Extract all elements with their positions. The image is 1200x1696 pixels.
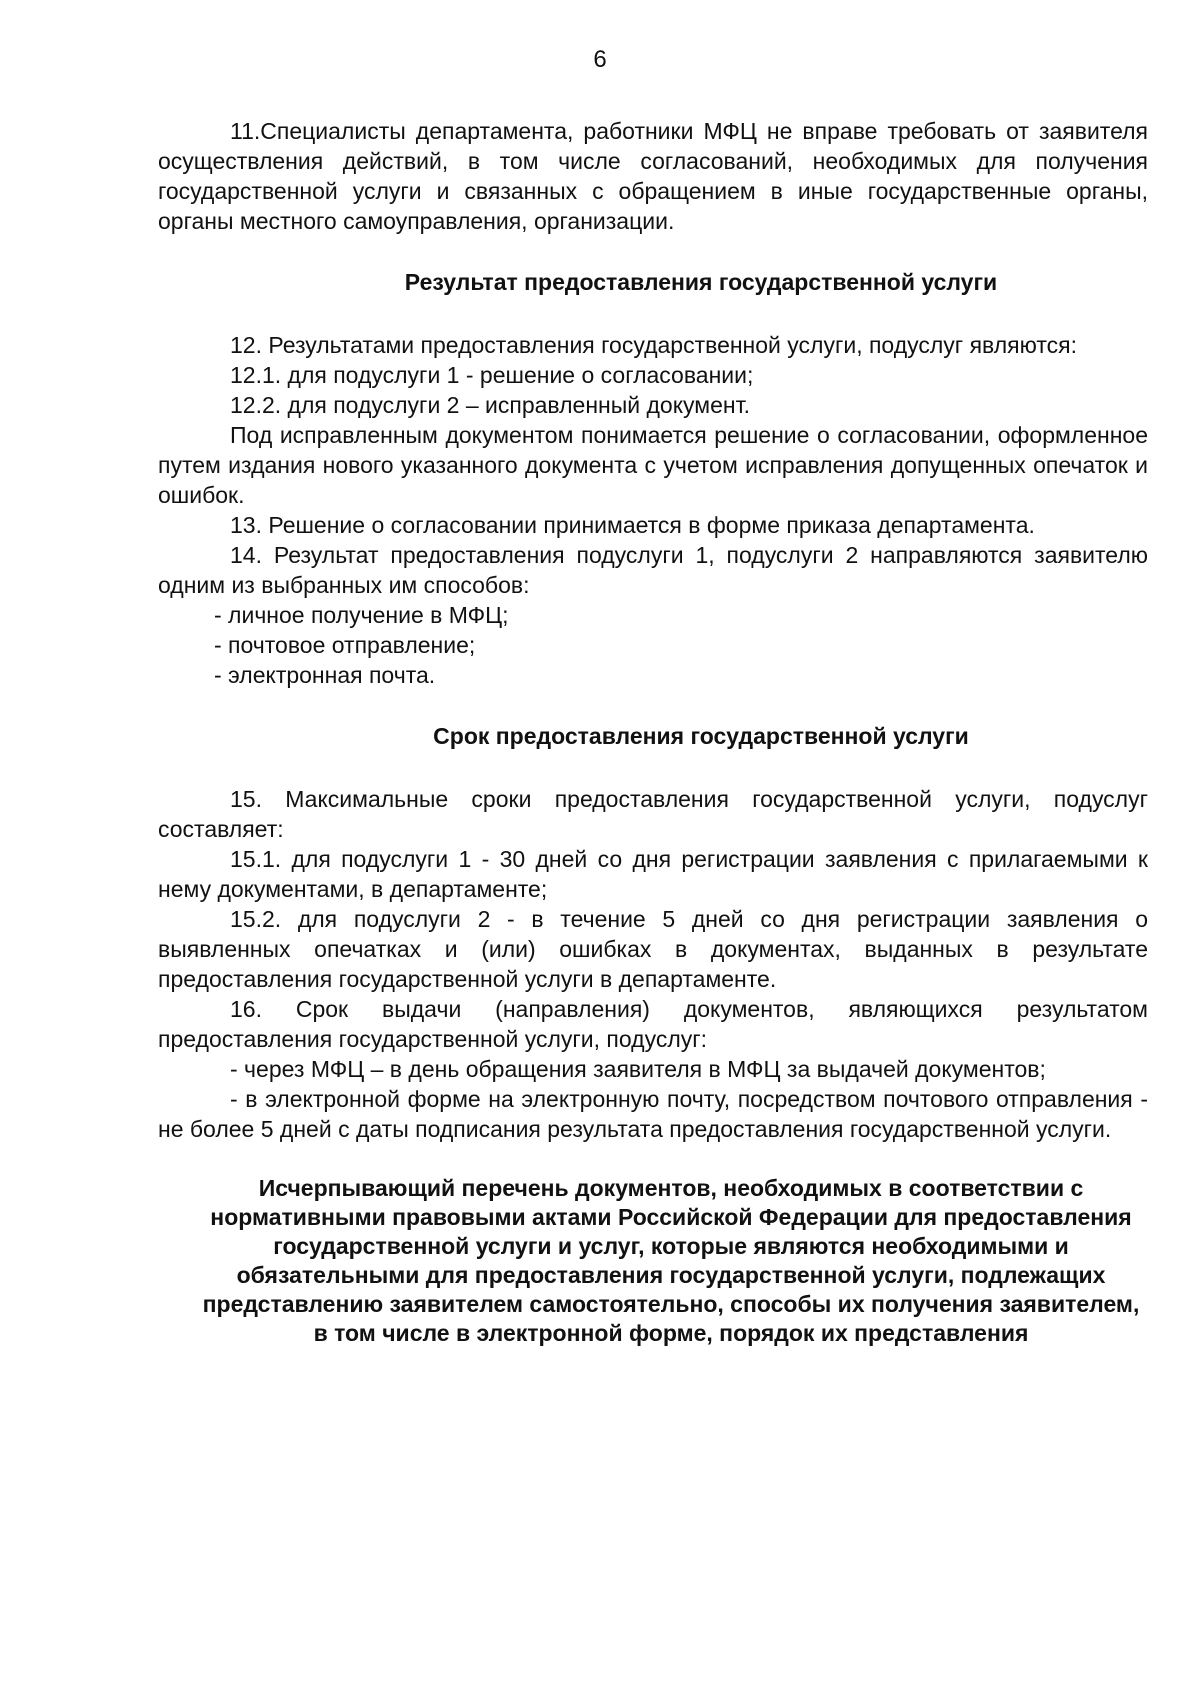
document-body (158, 116, 1148, 1348)
paragraph-12-1: 12.1. для подуслуги 1 - решение о согласовании; (230, 362, 754, 388)
paragraph-14: 14. Результат предоставления подуслуги 1, подуслуги 2 направляются заявителю одним из выбранных им способов: (158, 542, 1148, 598)
paragraph-16: 16. Срок выдачи (направления) документов, являющихся результатом предоставления государственной услуги, подуслуг: (158, 996, 1148, 1052)
paragraph-12-2: 12.2. для подуслуги 2 – исправленный документ. (230, 392, 750, 418)
paragraph-16-b: - в электронной форме на электронную почту, посредством почтового отправления - не более 5 дней с даты подписания результата предоставления государственной услуги. (158, 1086, 1148, 1142)
paragraph-12-note: Под исправленным документом понимается решение о согласовании, оформленное путем издания нового указанного документа с учетом исправления допущенных опечаток и ошибок. (158, 422, 1148, 508)
paragraph-16-a: - через МФЦ – в день обращения заявителя в МФЦ за выдачей документов; (230, 1056, 1046, 1082)
paragraph-13: 13. Решение о согласовании принимается в форме приказа департамента. (230, 512, 1035, 538)
page-number: 6 (593, 46, 607, 73)
paragraph-15: 15. Максимальные сроки предоставления государственной услуги, подуслуг составляет: (158, 786, 1148, 842)
list-item: - почтовое отправление; (214, 632, 476, 658)
paragraph-15-2: 15.2. для подуслуги 2 - в течение 5 дней со дня регистрации заявления о выявленных опечатках и (или) ошибках в документах, выданных в результате предоставления государственной услуги в департаменте. (158, 906, 1148, 992)
paragraph-12: 12. Результатами предоставления государственной услуги, подуслуг являются: (230, 332, 1077, 358)
section-heading-documents: Исчерпывающий перечень документов, необходимых в соответствии с нормативными правовыми актами Российской Федерации для предоставления государственной услуги и услуг, которые являются необходимыми и обязательными для предоставления государственной услуги, подлежащих представлению заявителем самостоятельно, способы их получения заявителем, в том числе в электронной форме, порядок их представления (202, 1175, 1140, 1346)
paragraph-15-1: 15.1. для подуслуги 1 - 30 дней со дня регистрации заявления с прилагаемыми к нему документами, в департаменте; (158, 846, 1148, 902)
section-heading-term: Срок предоставления государственной услуги (433, 723, 969, 749)
list-item: - электронная почта. (214, 662, 436, 688)
list-item: - личное получение в МФЦ; (214, 602, 509, 628)
paragraph-11: 11.Специалисты департамента, работники МФЦ не вправе требовать от заявителя осуществления действий, в том числе согласований, необходимых для получения государственной услуги и связанных с обращением в иные государственные органы, органы местного самоуправления, организации. (158, 118, 1148, 234)
section-heading-result: Результат предоставления государственной услуги (404, 269, 998, 295)
